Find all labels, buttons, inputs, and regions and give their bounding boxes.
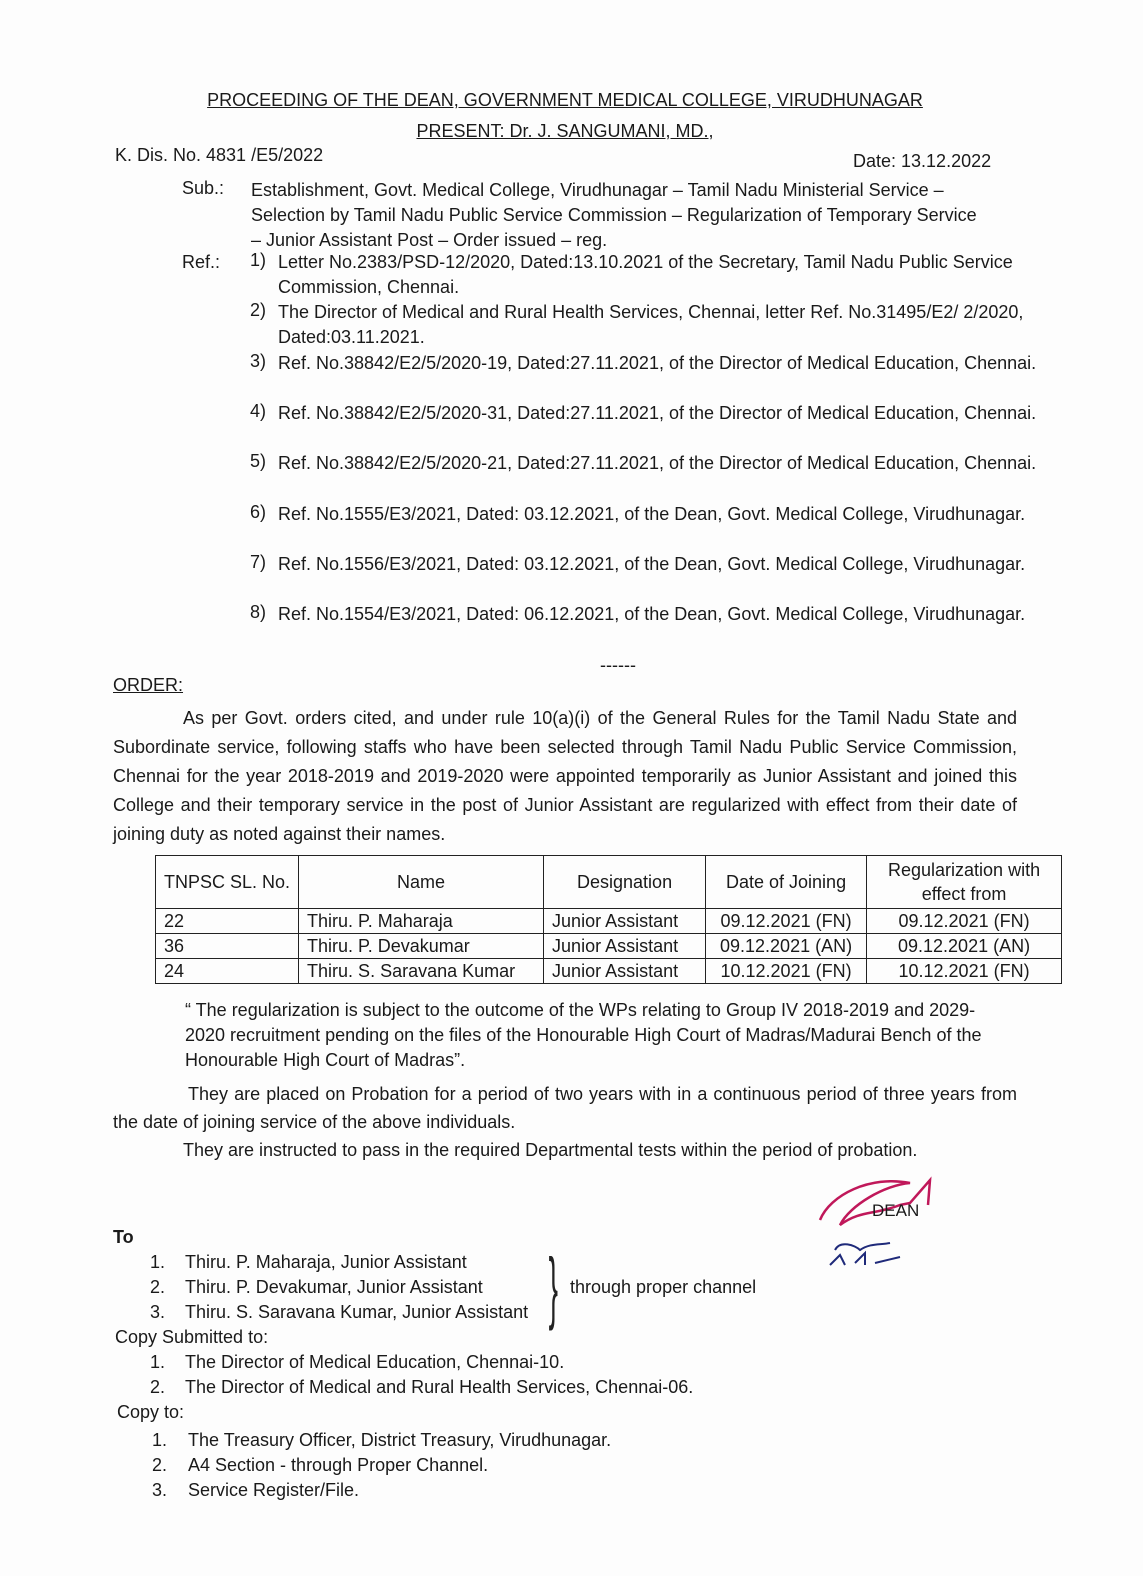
reference-number-label: 8) [250, 602, 267, 623]
column-header: Date of Joining [706, 856, 867, 909]
table-cell: Junior Assistant [544, 959, 706, 984]
list-item: Thiru. P. Maharaja, Junior Assistant [185, 1252, 467, 1272]
document-title: PROCEEDING OF THE DEAN, GOVERNMENT MEDICAL COLLEGE, VIRUDHUNAGAR [207, 90, 923, 110]
references-label: Ref.: [182, 252, 221, 272]
order-label: ORDER: [113, 675, 184, 695]
list-item: A4 Section - through Proper Channel. [188, 1455, 489, 1475]
reference-number-label: 2) [250, 300, 267, 321]
list-number: 1. [150, 1252, 166, 1272]
subject-line: Establishment, Govt. Medical College, Virudhunagar – Tamil Nadu Ministerial Service – [251, 180, 944, 200]
table-cell: Junior Assistant [544, 909, 706, 934]
reference-item: Ref. No.38842/E2/5/2020-19, Dated:27.11.2021, of the Director of Medical Education, Chennai. [278, 352, 1037, 373]
staff-table [155, 855, 1062, 984]
list-number: 2. [150, 1377, 166, 1397]
subject-line: – Junior Assistant Post – Order issued – reg. [251, 230, 608, 250]
column-header: Regularization with effect from [867, 856, 1062, 909]
dean-label: DEAN [872, 1201, 920, 1220]
present-line: PRESENT: Dr. J. SANGUMANI, MD., [416, 121, 714, 141]
dean-signature [810, 1165, 950, 1290]
probation-paragraph: They are placed on Probation for a period of two years with in a continuous period of three years from the date of joining service of the above individuals. [113, 1084, 1017, 1132]
reference-number-label: 4) [250, 400, 267, 421]
reference-number-label: 6) [250, 501, 267, 522]
list-item: Thiru. P. Devakumar, Junior Assistant [185, 1277, 483, 1297]
list-item: Service Register/File. [188, 1480, 360, 1500]
reference-item: The Director of Medical and Rural Health Services, Chennai, letter Ref. No.31495/E2/ 2/2020, Dated:03.11.2021. [278, 302, 1024, 348]
reference-number: K. Dis. No. 4831 /E5/2022 [115, 145, 324, 165]
reference-number-label: 7) [250, 551, 267, 572]
table-cell: 09.12.2021 (AN) [706, 934, 867, 959]
reference-item: Ref. No.1554/E3/2021, Dated: 06.12.2021, of the Dean, Govt. Medical College, Virudhunagar. [278, 604, 1026, 625]
table-cell: Junior Assistant [544, 934, 706, 959]
table-cell: 22 [156, 909, 299, 934]
column-header: Name [299, 856, 544, 909]
list-item: The Director of Medical and Rural Health Services, Chennai-06. [185, 1377, 694, 1397]
table-row [156, 959, 1062, 984]
reference-number-label: 3) [250, 350, 267, 371]
copy-to-label: Copy to: [117, 1402, 185, 1422]
subject-label: Sub.: [182, 178, 225, 198]
document-date: Date: 13.12.2022 [853, 151, 992, 171]
subject-line: Selection by Tamil Nadu Public Service Commission – Regularization of Temporary Service [251, 205, 977, 225]
list-item: Thiru. S. Saravana Kumar, Junior Assistant [185, 1302, 529, 1322]
reference-item: Ref. No.38842/E2/5/2020-21, Dated:27.11.2021, of the Director of Medical Education, Chennai. [278, 453, 1037, 474]
channel-note: through proper channel [570, 1277, 757, 1297]
reference-item: Ref. No.1555/E3/2021, Dated: 03.12.2021, of the Dean, Govt. Medical College, Virudhunagar. [278, 503, 1026, 524]
table-cell: 09.12.2021 (FN) [867, 909, 1062, 934]
copy-submitted-label: Copy Submitted to: [115, 1327, 269, 1347]
table-row [156, 934, 1062, 959]
table-cell: 09.12.2021 (FN) [706, 909, 867, 934]
table-cell: 24 [156, 959, 299, 984]
list-item: The Treasury Officer, District Treasury, Virudhunagar. [188, 1430, 612, 1450]
list-number: 2. [152, 1455, 168, 1475]
regularization-quote: “ The regularization is subject to the outcome of the WPs relating to Group IV 2018-2019 and 2029-2020 recruitment pending on the files of the Honourable High Court of Madras/Madurai Bench of the Honourable High Court of Madras”. [185, 1000, 982, 1070]
reference-number-label: 5) [250, 451, 267, 472]
table-cell: 09.12.2021 (AN) [867, 934, 1062, 959]
reference-item: Letter No.2383/PSD-12/2020, Dated:13.10.2021 of the Secretary, Tamil Nadu Public Service Commission, Chennai. [278, 252, 1013, 297]
column-header: TNPSC SL. No. [156, 856, 299, 909]
list-number: 3. [152, 1480, 168, 1500]
list-number: 2. [150, 1277, 166, 1297]
reference-item: Ref. No.38842/E2/5/2020-31, Dated:27.11.2021, of the Director of Medical Education, Chennai. [278, 402, 1037, 423]
order-paragraph: As per Govt. orders cited, and under rule 10(a)(i) of the General Rules for the Tamil Nadu State and Subordinate service, following staffs who have been selected through Tamil Nadu Public Service Commission, Chennai for the year 2018-2019 and 2019-2020 were appointed temporarily as Junior Assistant and joined this College and their temporary service in the post of Junior Assistant are regularized with effect from their date of joining duty as noted against their names. [113, 708, 1017, 844]
list-number: 3. [150, 1302, 166, 1322]
table-cell: Thiru. P. Maharaja [299, 909, 544, 934]
tests-instruction: They are instructed to pass in the required Departmental tests within the period of probation. [183, 1140, 918, 1160]
table-cell: 10.12.2021 (FN) [867, 959, 1062, 984]
table-cell: Thiru. P. Devakumar [299, 934, 544, 959]
table-header-row [156, 856, 1062, 909]
reference-number-label: 1) [250, 250, 267, 270]
signature-scribble-icon [810, 1165, 950, 1285]
list-number: 1. [152, 1430, 168, 1450]
list-number: 1. [150, 1352, 166, 1372]
table-row [156, 909, 1062, 934]
list-item: The Director of Medical Education, Chennai-10. [185, 1352, 565, 1372]
separator: ------ [600, 655, 636, 675]
brace-icon: } [548, 1242, 559, 1331]
column-header: Designation [544, 856, 706, 909]
table-cell: 10.12.2021 (FN) [706, 959, 867, 984]
table-cell: Thiru. S. Saravana Kumar [299, 959, 544, 984]
table-cell: 36 [156, 934, 299, 959]
to-label: To [113, 1227, 134, 1247]
reference-item: Ref. No.1556/E3/2021, Dated: 03.12.2021, of the Dean, Govt. Medical College, Virudhunagar. [278, 553, 1026, 574]
